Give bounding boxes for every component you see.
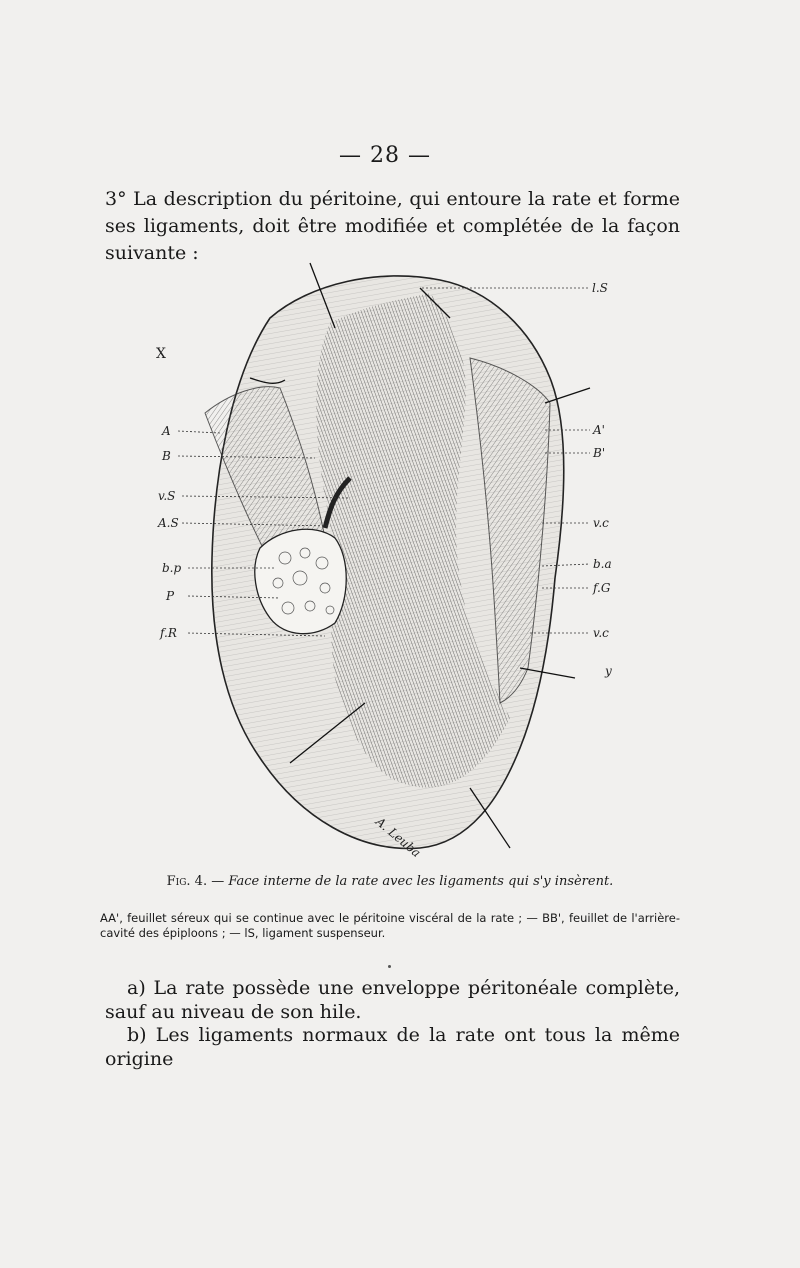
paragraph-a: a) La rate possède une enveloppe péritonéale complète, sauf au niveau de son hile. <box>105 977 680 1023</box>
artist-signature: A. Leuba <box>373 814 424 860</box>
figure-number: Fig. 4. <box>166 874 208 889</box>
intro-paragraph: 3° La description du péritoine, qui entoure la rate et forme ses ligaments, doit être modifiée et complétée de la façon suivante : <box>105 188 680 264</box>
label-fg: f.G <box>593 581 611 595</box>
figure-caption-text: — Face interne de la rate avec les ligaments qui s'y insèrent. <box>207 874 614 889</box>
spleen-illustration <box>150 258 630 868</box>
label-fr: f.R <box>160 626 177 640</box>
label-x: X <box>156 346 166 362</box>
label-a: A <box>162 424 171 438</box>
figure-legend: AA', feuillet séreux qui se continue avec le péritoine viscéral de la rate ; — BB', feuillet de l'arrière-cavité des épiploons ; — lS, ligament suspenseur. <box>100 911 680 940</box>
label-a-prime: A' <box>593 423 605 437</box>
label-b-prime: B' <box>593 446 606 460</box>
label-b: B <box>162 449 171 463</box>
label-ba: b.a <box>593 557 612 571</box>
label-as: A.S <box>158 516 179 530</box>
label-p: P <box>166 589 175 603</box>
label-vc-2: v.c <box>593 626 609 640</box>
page-number: — 28 — <box>339 143 431 168</box>
anatomical-figure <box>150 258 630 868</box>
figure-caption <box>100 874 680 889</box>
label-y: y <box>605 664 612 678</box>
label-bp: b.p <box>162 561 182 575</box>
paragraph-b: b) Les ligaments normaux de la rate ont tous la même origine <box>105 1024 680 1070</box>
label-vc-1: v.c <box>593 516 609 530</box>
label-ls: l.S <box>592 281 608 295</box>
label-vs: v.S <box>158 489 176 503</box>
separator-dot <box>388 965 391 968</box>
